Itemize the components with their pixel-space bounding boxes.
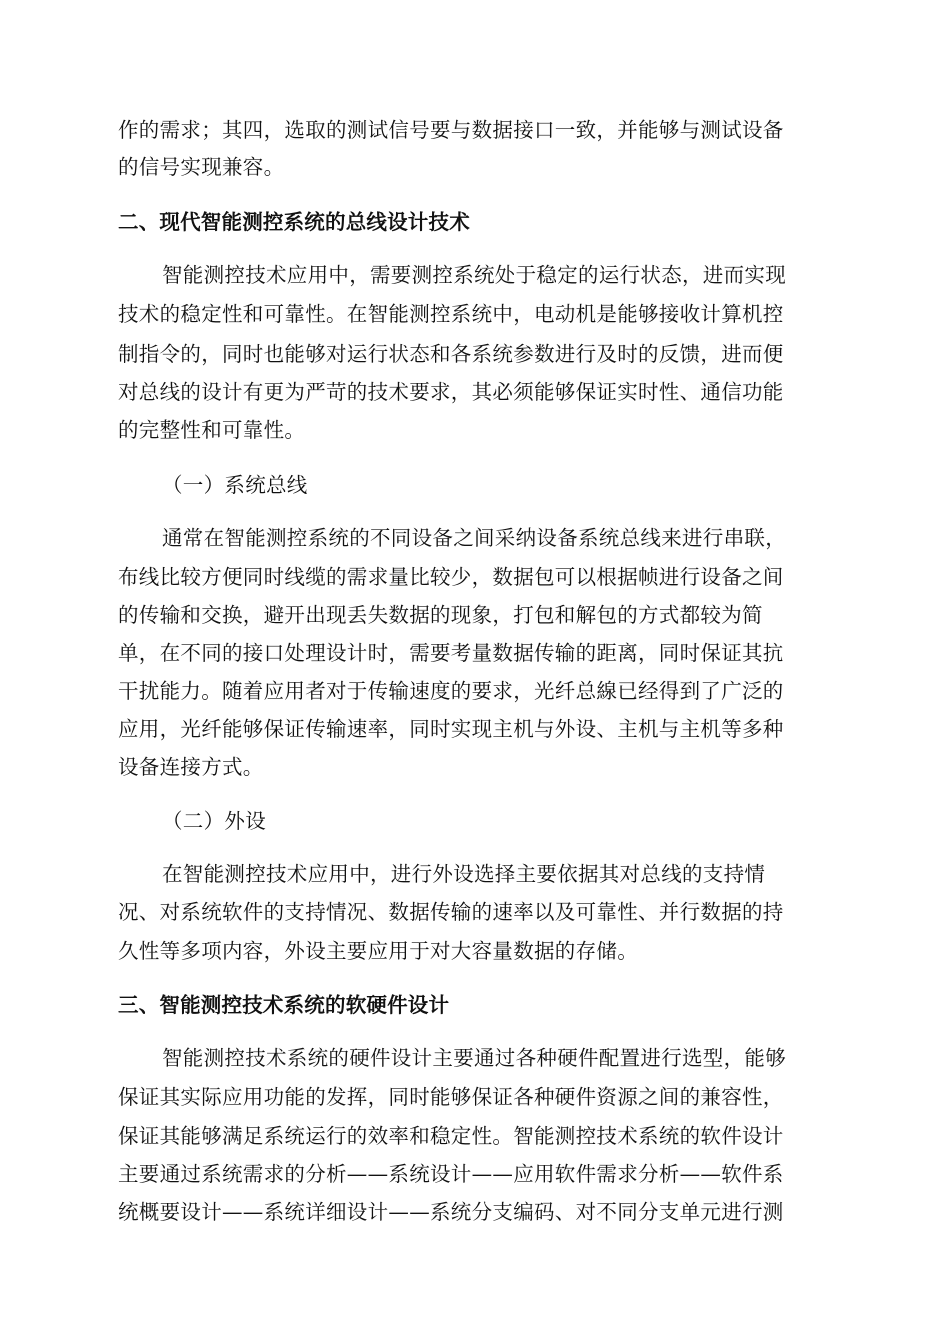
text-line: 智能测控技术系统的硬件设计主要通过各种硬件配置进行选型，能够: [162, 1046, 786, 1070]
text-line: 布线比较方便同时线缆的需求量比较少，数据包可以根据帧进行设备之间: [118, 565, 784, 589]
text-line: 况、对系统软件的支持情况、数据传输的速率以及可靠性、并行数据的持: [118, 900, 784, 924]
text-line: 技术的稳定性和可靠性。在智能测控系统中，电动机是能够接收计算机控: [118, 302, 784, 326]
text-line: 应用，光纤能够保证传输速率，同时实现主机与外设、主机与主机等多种: [118, 717, 784, 741]
section-heading-hardware-software: 三、智能测控技术系统的软硬件设计: [118, 993, 450, 1017]
text-line: 通常在智能测控系统的不同设备之间采纳设备系统总线来进行串联，: [162, 526, 786, 550]
text-line: 保证其能够满足系统运行的效率和稳定性。智能测控技术系统的软件设计: [118, 1124, 784, 1148]
section-heading-bus-design: 二、现代智能测控系统的总线设计技术: [118, 210, 470, 234]
text-line: 保证其实际应用功能的发挥，同时能够保证各种硬件资源之间的兼容性，: [118, 1085, 784, 1109]
text-line: 对总线的设计有更为严苛的技术要求，其必须能够保证实时性、通信功能: [118, 380, 784, 404]
subsection-heading-peripherals: （二）外设: [162, 809, 266, 833]
text-line: 作的需求；其四，选取的测试信号要与数据接口一致，并能够与测试设备: [118, 118, 784, 142]
text-line: 单，在不同的接口处理设计时，需要考量数据传输的距离，同时保证其抗: [118, 641, 784, 665]
text-line: 设备连接方式。: [118, 755, 264, 779]
text-line: 的完整性和可靠性。: [118, 418, 306, 442]
text-line: 久性等多项内容，外设主要应用于对大容量数据的存储。: [118, 939, 638, 963]
text-line: 统概要设计——系统详细设计——系统分支编码、对不同分支单元进行测: [118, 1200, 784, 1224]
text-line: 的传输和交换，避开出现丢失数据的现象，打包和解包的方式都较为简: [118, 603, 763, 627]
text-line: 智能测控技术应用中，需要测控系统处于稳定的运行状态，进而实现: [162, 263, 786, 287]
text-line: 主要通过系统需求的分析——系统设计——应用软件需求分析——软件系: [118, 1162, 784, 1186]
subsection-heading-system-bus: （一）系统总线: [162, 473, 308, 497]
text-line: 在智能测控技术应用中，进行外设选择主要依据其对总线的支持情: [162, 862, 766, 886]
text-line: 制指令的，同时也能够对运行状态和各系统参数进行及时的反馈，进而便: [118, 342, 784, 366]
text-line: 的信号实现兼容。: [118, 155, 285, 179]
text-line: 干扰能力。随着应用者对于传输速度的要求，光纤总線已经得到了广泛的: [118, 679, 784, 703]
